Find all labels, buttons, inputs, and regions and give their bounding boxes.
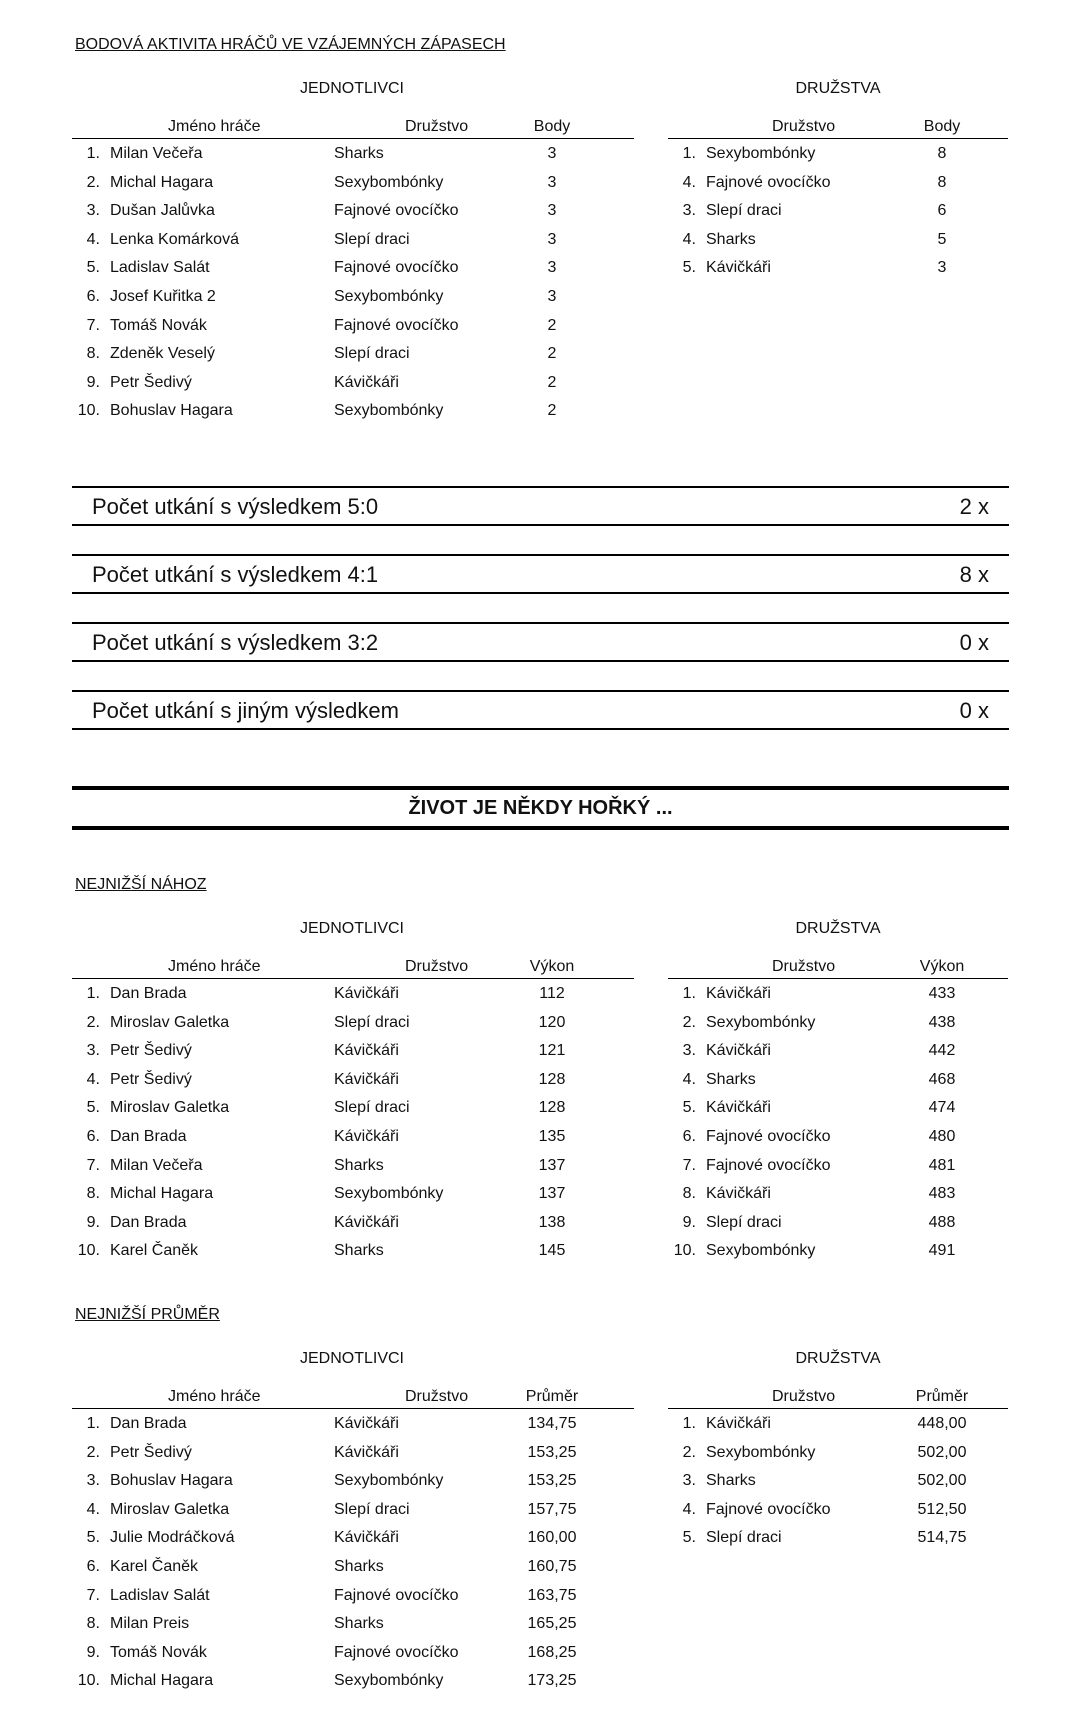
column-header-team: Družstvo [405,958,469,975]
row-rank: 6. [682,1127,696,1145]
row-value: 3 [937,259,947,277]
row-team: Sharks [706,1472,756,1490]
row-rank: 3. [86,1042,100,1060]
row-team: Kávičkáři [706,1415,771,1432]
table-row [72,1466,634,1495]
row-rank: 10. [673,1242,696,1260]
table-row [72,196,634,225]
table-row [72,1179,634,1208]
column-header-team: Družstvo [405,118,469,135]
row-value: 135 [538,1127,566,1145]
row-team: Slepí draci [334,1099,410,1117]
row-team: Sexybombónky [334,1672,444,1690]
table-row [668,1466,1008,1495]
table-row [668,225,1008,254]
row-rank: 8. [86,1185,100,1203]
table-row [72,1151,634,1180]
row-value: 2 [547,373,557,391]
column-header-team: Družstvo [772,118,836,135]
result-label: Počet utkání s výsledkem 3:2 [92,630,379,655]
row-rank: 3. [86,1472,100,1490]
individuals-label: JEDNOTLIVCI [299,920,404,937]
row-rank: 4. [86,1070,100,1088]
table-row [72,1495,634,1524]
row-rank: 1. [682,145,696,162]
row-value: 2 [547,345,557,363]
table-row [72,1409,634,1438]
row-team: Sexybombónky [334,287,444,305]
table-row [668,1151,1008,1180]
table-row [72,396,634,425]
row-value: 121 [538,1042,566,1060]
table-row [668,253,1008,282]
row-team: Sexybombónky [334,1185,444,1203]
row-rank: 7. [682,1156,696,1174]
table-row [668,1409,1008,1438]
row-value: 160,00 [527,1529,577,1547]
row-value: 6 [937,202,947,220]
row-player-name: Miroslav Galetka [110,1099,230,1117]
row-value: 153,25 [527,1443,577,1461]
banner-heading: ŽIVOT JE NĚKDY HOŘKÝ ... [72,786,1009,830]
row-value: 173,25 [527,1672,577,1690]
row-player-name: Petr Šedivý [110,1070,192,1088]
row-rank: 3. [682,1042,696,1060]
result-label: Počet utkání s jiným výsledkem [92,698,399,723]
row-value: 128 [538,1070,566,1088]
row-rank: 5. [86,1529,100,1547]
individuals-table [72,1384,634,1695]
row-player-name: Josef Kuřitka 2 [110,287,216,305]
row-team: Sexybombónky [334,1472,444,1490]
row-player-name: Dan Brada [110,1127,187,1145]
table-row [72,1008,634,1037]
row-player-name: Lenka Komárková [110,230,239,248]
table-row [668,196,1008,225]
row-player-name: Karel Čaněk [110,1557,199,1575]
row-team: Slepí draci [706,202,782,220]
row-team: Fajnové ovocíčko [706,173,831,191]
row-team: Fajnové ovocíčko [706,1156,831,1174]
table-row [72,339,634,368]
table-row [72,1581,634,1610]
row-player-name: Zdeněk Veselý [110,345,215,363]
row-value: 3 [547,202,557,220]
row-value: 448,00 [917,1415,967,1432]
row-player-name: Milan Večeřa [110,145,203,162]
row-player-name: Ladislav Salát [110,1586,210,1604]
row-rank: 9. [86,1643,100,1661]
column-header-name: Jméno hráče [168,118,261,135]
row-player-name: Bohuslav Hagara [110,402,233,420]
row-player-name: Petr Šedivý [110,1042,192,1060]
column-header-value: Průměr [525,1388,579,1405]
table-header [72,1384,634,1409]
row-value: 168,25 [527,1643,577,1661]
row-rank: 6. [86,1557,100,1575]
column-header-team: Družstvo [772,1388,836,1405]
row-player-name: Michal Hagara [110,1672,214,1690]
table-row [668,1065,1008,1094]
row-team: Kávičkáři [334,1213,399,1231]
row-rank: 9. [86,1213,100,1231]
table-row [72,1236,634,1265]
table-row [668,1236,1008,1265]
row-player-name: Petr Šedivý [110,373,192,391]
row-rank: 1. [682,985,696,1002]
row-value: 8 [937,173,947,191]
row-value: 112 [539,985,565,1002]
row-rank: 3. [86,202,100,220]
row-rank: 10. [77,1672,100,1690]
column-header-name: Jméno hráče [168,958,261,975]
column-header-team: Družstvo [772,958,836,975]
row-value: 468 [928,1070,956,1088]
row-team: Fajnové ovocíčko [334,202,459,220]
row-rank: 8. [86,345,100,363]
row-rank: 7. [86,1586,100,1604]
row-value: 137 [538,1156,566,1174]
row-rank: 2. [86,1443,100,1461]
row-rank: 9. [682,1213,696,1231]
row-player-name: Dan Brada [110,1213,187,1231]
result-count: 0 x [959,698,989,723]
row-rank: 3. [682,202,696,220]
table-row [668,1438,1008,1467]
result-count: 2 x [959,494,989,519]
row-team: Slepí draci [334,230,410,248]
teams-label: DRUŽSTVA [795,80,881,97]
row-player-name: Ladislav Salát [110,259,210,277]
row-team: Kávičkáři [334,1127,399,1145]
individuals-table [72,114,634,425]
row-rank: 5. [86,1099,100,1117]
row-rank: 4. [682,1070,696,1088]
table-row [72,1666,634,1695]
row-value: 165,25 [527,1615,577,1633]
row-player-name: Karel Čaněk [110,1242,199,1260]
row-team: Sexybombónky [706,1013,816,1031]
row-team: Kávičkáři [334,373,399,391]
table-row [668,1122,1008,1151]
section-title-lowest-throw: NEJNIŽŠÍ NÁHOZ [75,876,207,893]
table-row [72,1638,634,1667]
row-team: Kávičkáři [706,1185,771,1203]
row-team: Slepí draci [334,1013,410,1031]
table-row [668,168,1008,197]
row-value: 160,75 [527,1557,577,1575]
table-row [668,1179,1008,1208]
row-team: Kávičkáři [706,985,771,1002]
row-rank: 4. [86,230,100,248]
row-team: Kávičkáři [706,1042,771,1060]
row-value: 433 [928,985,956,1002]
row-team: Sharks [334,1615,384,1633]
row-team: Slepí draci [706,1213,782,1231]
row-player-name: Michal Hagara [110,1185,214,1203]
table-row [668,979,1008,1008]
table-row [668,139,1008,168]
row-value: 137 [538,1185,566,1203]
row-rank: 10. [77,1242,100,1260]
row-team: Sexybombónky [334,173,444,191]
row-player-name: Miroslav Galetka [110,1500,230,1518]
result-band [72,690,1009,730]
row-team: Sexybombónky [706,1443,816,1461]
row-player-name: Bohuslav Hagara [110,1472,233,1490]
row-value: 491 [928,1242,956,1260]
row-value: 153,25 [527,1472,577,1490]
column-header-value: Body [533,118,571,135]
row-player-name: Dan Brada [110,1415,187,1432]
row-value: 514,75 [917,1529,967,1547]
row-rank: 7. [86,316,100,334]
result-count: 8 x [959,562,989,587]
row-team: Slepí draci [706,1529,782,1547]
table-row [72,225,634,254]
row-rank: 1. [682,1415,696,1432]
row-player-name: Tomáš Novák [110,1643,207,1661]
row-value: 8 [937,145,947,162]
column-header-name: Jméno hráče [168,1388,261,1405]
row-value: 481 [928,1156,956,1174]
row-rank: 1. [86,145,100,162]
row-team: Kávičkáři [334,985,399,1002]
table-row [72,1208,634,1237]
row-team: Kávičkáři [706,1099,771,1117]
individuals-label: JEDNOTLIVCI [299,1350,404,1367]
row-team: Sharks [334,1242,384,1260]
row-rank: 8. [682,1185,696,1203]
row-team: Sharks [334,145,384,162]
table-row [72,1552,634,1581]
row-rank: 6. [86,287,100,305]
row-rank: 5. [682,1099,696,1117]
row-team: Fajnové ovocíčko [706,1500,831,1518]
row-team: Sharks [706,1070,756,1088]
table-row [72,1065,634,1094]
row-rank: 5. [682,1529,696,1547]
table-row [72,168,634,197]
table-row [72,979,634,1008]
row-value: 502,00 [917,1472,967,1490]
row-value: 3 [547,145,557,162]
row-team: Kávičkáři [334,1070,399,1088]
result-band [72,486,1009,526]
row-team: Sexybombónky [334,402,444,420]
table-header [668,954,1008,979]
teams-table [668,114,1008,282]
row-rank: 4. [682,230,696,248]
row-value: 2 [547,316,557,334]
table-row [72,311,634,340]
row-team: Sharks [706,230,756,248]
table-row [72,1093,634,1122]
row-value: 442 [928,1042,956,1060]
row-value: 2 [547,402,557,420]
row-team: Sexybombónky [706,1242,816,1260]
row-team: Fajnové ovocíčko [334,1643,459,1661]
row-value: 3 [547,259,557,277]
table-header [72,954,634,979]
row-value: 128 [538,1099,566,1117]
result-band [72,554,1009,594]
result-band [72,622,1009,662]
row-player-name: Julie Modráčková [110,1529,235,1547]
table-row [668,1036,1008,1065]
row-value: 134,75 [527,1415,577,1432]
row-team: Slepí draci [334,345,410,363]
row-rank: 8. [86,1615,100,1633]
row-rank: 2. [682,1013,696,1031]
result-label: Počet utkání s výsledkem 5:0 [92,494,379,519]
row-team: Sharks [334,1156,384,1174]
row-team: Kávičkáři [334,1042,399,1060]
row-rank: 2. [86,1013,100,1031]
table-row [668,1523,1008,1552]
row-value: 488 [928,1213,956,1231]
column-header-value: Výkon [919,958,965,975]
row-rank: 10. [77,402,100,420]
row-value: 3 [547,173,557,191]
row-player-name: Miroslav Galetka [110,1013,230,1031]
teams-table [668,954,1008,1265]
row-value: 512,50 [917,1500,967,1518]
table-row [72,139,634,168]
row-rank: 4. [682,1500,696,1518]
row-team: Kávičkáři [334,1443,399,1461]
row-rank: 2. [682,1443,696,1461]
table-row [72,1438,634,1467]
table-row [668,1208,1008,1237]
column-header-value: Body [923,118,961,135]
row-rank: 2. [86,173,100,191]
table-row [72,368,634,397]
table-row [72,282,634,311]
row-value: 480 [928,1127,956,1145]
table-row [72,1523,634,1552]
table-row [668,1495,1008,1524]
row-value: 438 [928,1013,956,1031]
row-rank: 1. [86,985,100,1002]
section-title-lowest-average: NEJNIŽŠÍ PRŮMĚR [75,1306,220,1323]
row-value: 502,00 [917,1443,967,1461]
row-player-name: Dan Brada [110,985,187,1002]
teams-table [668,1384,1008,1552]
table-header [72,114,634,139]
row-rank: 5. [682,259,696,277]
row-player-name: Milan Preis [110,1615,190,1633]
row-value: 138 [538,1213,566,1231]
result-count: 0 x [959,630,989,655]
result-label: Počet utkání s výsledkem 4:1 [92,562,379,587]
row-player-name: Tomáš Novák [110,316,207,334]
table-row [72,1609,634,1638]
row-rank: 4. [86,1500,100,1518]
row-team: Fajnové ovocíčko [706,1127,831,1145]
individuals-label: JEDNOTLIVCI [299,80,404,97]
row-team: Kávičkáři [706,259,771,277]
row-rank: 6. [86,1127,100,1145]
row-player-name: Milan Večeřa [110,1156,203,1174]
table-row [668,1093,1008,1122]
row-value: 3 [547,230,557,248]
row-rank: 4. [682,173,696,191]
row-player-name: Michal Hagara [110,173,214,191]
row-rank: 1. [86,1415,100,1432]
row-team: Fajnové ovocíčko [334,1586,459,1604]
table-row [72,1036,634,1065]
table-header [668,1384,1008,1409]
row-team: Sexybombónky [706,145,816,162]
row-value: 474 [928,1099,956,1117]
row-team: Kávičkáři [334,1415,399,1432]
column-header-value: Průměr [915,1388,969,1405]
row-rank: 5. [86,259,100,277]
column-header-team: Družstvo [405,1388,469,1405]
row-rank: 9. [86,373,100,391]
row-team: Slepí draci [334,1500,410,1518]
row-rank: 3. [682,1472,696,1490]
row-value: 145 [538,1242,566,1260]
row-rank: 7. [86,1156,100,1174]
row-team: Kávičkáři [334,1529,399,1547]
table-row [72,1122,634,1151]
column-header-value: Výkon [529,958,575,975]
section-title-points: BODOVÁ AKTIVITA HRÁČŮ VE VZÁJEMNÝCH ZÁPASECH [75,36,506,53]
table-header [668,114,1008,139]
row-team: Fajnové ovocíčko [334,259,459,277]
row-value: 157,75 [527,1500,577,1518]
row-value: 483 [928,1185,956,1203]
teams-label: DRUŽSTVA [795,920,881,937]
row-value: 5 [937,230,947,248]
row-player-name: Dušan Jalůvka [110,202,215,220]
row-team: Sharks [334,1557,384,1575]
row-player-name: Petr Šedivý [110,1443,192,1461]
table-row [72,253,634,282]
row-team: Fajnové ovocíčko [334,316,459,334]
row-value: 163,75 [527,1586,577,1604]
teams-label: DRUŽSTVA [795,1350,881,1367]
table-row [668,1008,1008,1037]
row-value: 3 [547,287,557,305]
row-value: 120 [538,1013,566,1031]
individuals-table [72,954,634,1265]
